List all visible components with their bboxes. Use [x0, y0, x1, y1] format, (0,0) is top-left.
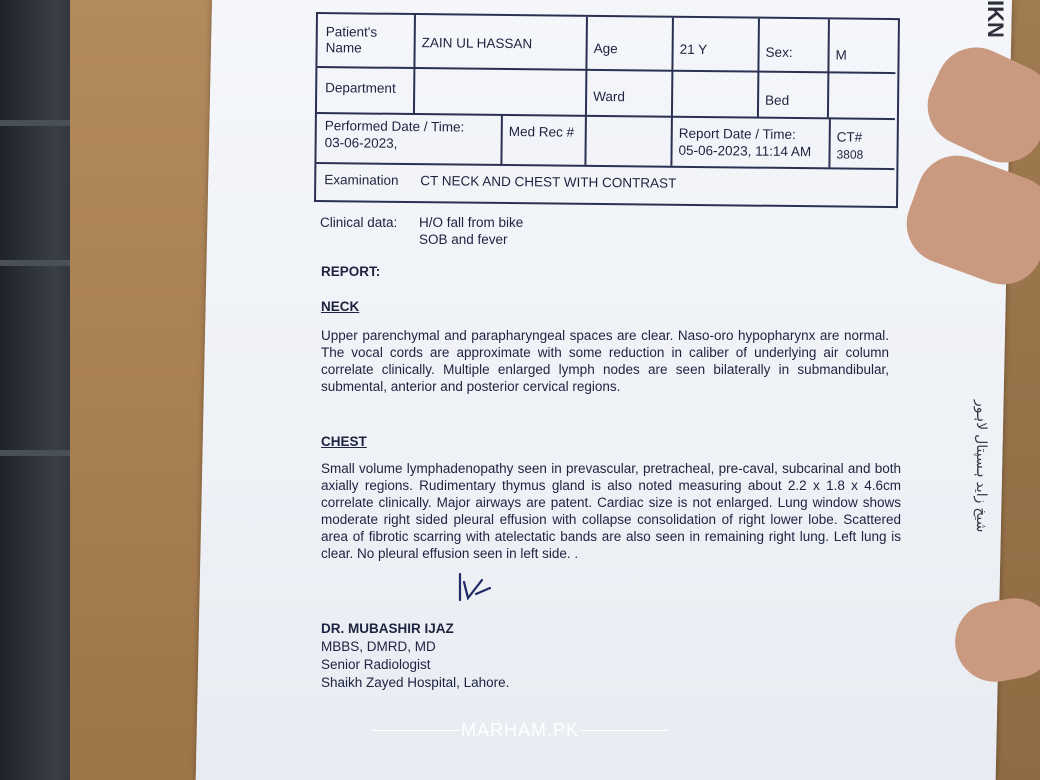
age-label: Age	[593, 40, 618, 57]
table-rule	[316, 162, 894, 170]
table-rule	[671, 18, 674, 116]
neck-findings: Upper parenchymal and parapharyngeal spaces are clear. Naso-oro hypopharynx are normal. The vocal cords are approximate with some reduction in caliber of underlying air column correlate clinically. Multiple enlarged lymph nodes are seen bilaterally in submandibular, submental, anterior and posterior cervical regions.	[321, 328, 889, 394]
performed-date-label: Performed Date / Time:	[324, 118, 465, 135]
patient-name-value: ZAIN UL HASSAN	[421, 35, 533, 52]
seat-stitch	[0, 120, 80, 126]
sex-value: M	[835, 47, 847, 63]
cardboard-print: IKN	[983, 0, 1008, 38]
table-rule	[413, 67, 415, 113]
table-rule	[670, 116, 673, 166]
department-label: Department	[325, 80, 396, 96]
report-label: REPORT:	[321, 264, 381, 279]
watermark	[372, 718, 668, 742]
ward-label: Ward	[593, 88, 625, 105]
table-rule	[317, 66, 895, 74]
radiologist-degrees: MBBS, DMRD, MD	[321, 639, 436, 654]
patient-name-label: Patient's Name	[325, 24, 378, 56]
performed-date-value: 03-06-2023,	[324, 135, 398, 151]
examination-value: CT NECK AND CHEST WITH CONTRAST	[420, 173, 677, 191]
radiologist-title: Senior Radiologist	[321, 657, 431, 672]
chest-heading: CHEST	[321, 434, 367, 449]
report-date-value: 05-06-2023, 11:14 AM	[678, 142, 812, 160]
bed-label: Bed	[765, 92, 790, 108]
clinical-data-label: Clinical data:	[320, 215, 398, 230]
hospital-stamp: شیخ زاید ہسپتال لاہور	[974, 400, 990, 533]
ct-number-value: 3808	[836, 147, 864, 162]
seat-stitch	[0, 450, 80, 456]
radiologist-name: DR. MUBASHIR IJAZ	[321, 621, 454, 636]
table-rule	[828, 117, 831, 167]
neck-heading: NECK	[321, 299, 360, 314]
patient-info-table	[314, 12, 900, 208]
clinical-data-line-2: SOB and fever	[419, 232, 508, 247]
clinical-data-line-1: H/O fall from bike	[419, 215, 524, 230]
handwritten-signature	[452, 570, 496, 614]
table-rule	[757, 19, 760, 117]
med-rec-label: Med Rec #	[508, 124, 575, 140]
table-rule	[500, 114, 503, 164]
table-rule	[584, 17, 588, 165]
watermark-line-right	[580, 730, 668, 731]
ct-number-label: CT#	[836, 129, 863, 145]
watermark-text: MARHAM.PK	[460, 720, 579, 740]
examination-label: Examination	[324, 172, 399, 188]
age-value: 21 Y	[679, 41, 708, 58]
sex-label: Sex:	[765, 44, 793, 60]
table-rule	[827, 19, 830, 117]
table-rule	[413, 15, 416, 67]
seat-stitch	[0, 260, 80, 266]
hospital-name: Shaikh Zayed Hospital, Lahore.	[321, 675, 510, 690]
chest-findings: Small volume lymphadenopathy seen in prevascular, pretracheal, pre-caval, subcarinal and both axially regions. Rudimentary thymus gland is also noted measuring about 2.2 x 1.8 x 4.6cm correlate clinically. Major airways are patent. Cardiac size is not enlarged. Lung window shows moderate right sided pleural effusion with collapse consolidation of right lower lobe. Scattered area of fibrotic scarring with atelectatic bands are also seen in remaining right lung. Left lung is clear. No pleural effusion seen in left side. .	[321, 461, 901, 561]
report-date-label: Report Date / Time:	[678, 125, 796, 143]
